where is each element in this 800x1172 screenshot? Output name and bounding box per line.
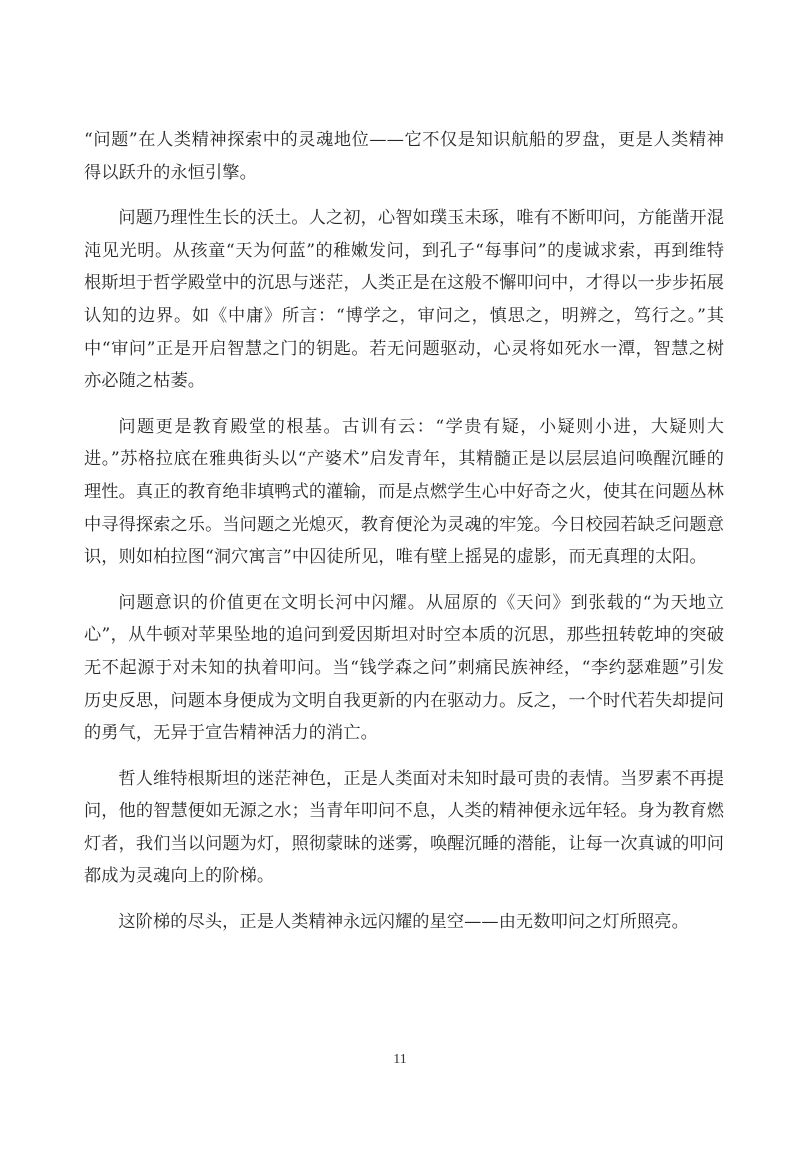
- essay-body: [84, 124, 724, 952]
- essay-paragraph-4: 问题意识的价值更在文明长河中闪耀。从屈原的《天问》到张载的“为天地立心”，从牛顿对苹果坠地的追问到爱因斯坦对时空本质的沉思，那些扭转乾坤的突破无不起源于对未知的执着叩问。当“钱学森之问”刺痛民族神经，“李约瑟难题”引发历史反思，问题本身便成为文明自我更新的内在驱动力。反之，一个时代若失却提问的勇气，无异于宣告精神活力的消亡。: [84, 592, 724, 744]
- essay-paragraph-2: 问题乃理性生长的沃土。人之初，心智如璞玉未琢，唯有不断叩问，方能凿开混沌见光明。从孩童“天为何蓝”的稚嫩发问，到孔子“每事问”的虔诚求索，再到维特根斯坦于哲学殿堂中的沉思与迷茫，人类正是在这般不懈叩问中，才得以一步步拓展认知的边界。如《中庸》所言：“博学之，审问之，慎思之，明辨之，笃行之。”其中“审问”正是开启智慧之门的钥匙。若无问题驱动，心灵将如死水一潭，智慧之树亦必随之枯萎。: [84, 208, 724, 392]
- essay-paragraph-3: 问题更是教育殿堂的根基。古训有云：“学贵有疑，小疑则小进，大疑则大进。”苏格拉底在雅典街头以“产婆术”启发青年，其精髓正是以层层追问唤醒沉睡的理性。真正的教育绝非填鸭式的灌输，而是点燃学生心中好奇之火，使其在问题丛林中寻得探索之乐。当问题之光熄灭，教育便沦为灵魂的牢笼。今日校园若缺乏问题意识，则如柏拉图“洞穴寓言”中囚徒所见，唯有壁上摇晃的虚影，而无真理的太阳。: [84, 416, 724, 568]
- essay-paragraph-1: “问题”在人类精神探索中的灵魂地位——它不仅是知识航船的罗盘，更是人类精神得以跃升的永恒引擎。: [84, 130, 724, 183]
- essay-paragraph-6: 这阶梯的尽头，正是人类精神永远闪耀的星空——由无数叩问之灯所照亮。: [118, 912, 689, 933]
- essay-paragraph-5: 哲人维特根斯坦的迷茫神色，正是人类面对未知时最可贵的表情。当罗素不再提问，他的智慧便如无源之水；当青年叩问不息，人类的精神便永远年轻。身为教育燃灯者，我们当以问题为灯，照彻蒙昧的迷雾，唤醒沉睡的潜能，让每一次真诚的叩问都成为灵魂向上的阶梯。: [84, 768, 724, 887]
- page-number: 11: [393, 1052, 407, 1067]
